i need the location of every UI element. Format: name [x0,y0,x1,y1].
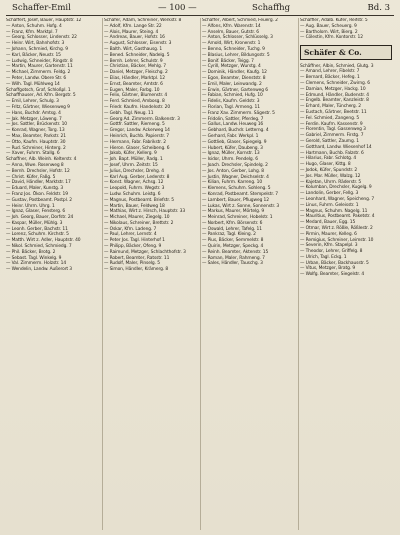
directory-entry: — Sebast. Tagl. Winkelg. 9 [6,255,62,261]
directory-entry: — Heinr. Wirt, Bahnhofstr. 3 [6,41,65,47]
directory-entry: — Edmund, Händler, Budenstr. 4 [300,92,369,98]
directory-entry: — Michael, Maurer, Ziegelg. 10 [104,215,170,221]
directory-entry: — Anselm, Bauer, Gutstr. 6 [202,29,259,35]
directory-entry: — August, Schlosser, Eisenstr. 3 [104,41,172,47]
directory-entry: — Jak. Metzger, Löweng. 7 [6,116,62,122]
directory-entry: — Julius, Drechsler, Drehg. 4 [104,168,165,174]
directory-entry: — Gabriel, Zimmerm. Firstg. 7 [300,133,364,139]
directory-entry: — Nikol. Schmied, Schmiedg. 7 [6,244,72,250]
directory-entry: — Anton, Schlosser, Schlüsselg. 3 [202,35,273,41]
directory-entry: — Phil. Bäcker, Brotg. 2 [6,249,56,255]
directory-entry: — Anna, Wwe. Rosenweg 8 [6,162,64,168]
directory-entry: — Peter Jos. Tagl. Hinterhof 1 [104,238,165,244]
directory-entry: — Fidelis, Kaufm. Geldstr. 3 [202,99,260,105]
directory-entry: — Reinh. Beamter, Aktenstr. 15 [202,249,269,255]
directory-entry: — Fridolin, Sattler, Pferdeg. 7 [202,116,264,122]
directory-entry: — Bernh. Lehrer, Schulstr. 9 [104,58,163,64]
column-1 [6,18,100,530]
directory-entry: — Ludw. Schuhm. Leistg. 6 [104,191,161,197]
directory-entry: — Roman, Maler, Rahmeng. 7 [202,255,265,261]
header-right-catchword: Schaffhg [252,3,291,13]
header-rule [6,15,394,16]
directory-entry: — Lambert, Bauer, Pflugweg 12 [202,197,269,203]
directory-entry: — Raimund, Metzger, Schlachthofstr. 3 [104,249,186,255]
directory-entry: — Eduard, Maler, Kunstg. 3 [6,186,64,192]
directory-entry: — Balth. Wirt, Gasthausg. 1 [104,46,163,52]
directory-entry: — Gebhard, Buchdr. Letterng. 4 [202,128,269,134]
directory-entry: — Justin, Wagner, Deichselstr. 4 [202,174,269,180]
directory-entry: — Franz, Kfm. Marktpl. 7 [6,29,58,35]
directory-entry: — Georg Ad. Zimmerm. Balkenstr. 3 [104,116,180,122]
directory-entry: — Ferd. Schmied, Ambosg. 8 [104,99,165,105]
directory-entry: — Florian, Tagl. Armeng. 11 [202,104,260,110]
directory-entry: — Wolfg. Beamter, Siegelstr. 4 [300,272,365,278]
directory-entry: — Amand, Lehrer, Fibelstr. 7 [300,69,360,75]
directory-entry: — Peter, Landw. Obere Str. 6 [6,75,67,81]
directory-entry: — Isidor, Uhrm. Pendelg. 6 [202,157,258,163]
column-4-top [300,18,394,41]
directory-entry: — Gustav, Postbeamt. Postpl. 2 [6,197,72,203]
directory-entry: — Kajetan, Uhrm. Räderstr. 5 [300,179,362,185]
column-3 [202,18,296,530]
header-left-catchword: Schaffer-Emil [12,3,71,13]
directory-entry: — Sales, Händler, Tauschg. 3 [202,261,263,267]
directory-entry: — David, Händler, Marktstr. 17 [6,180,71,186]
directory-entry: — Jos. Sattler, Brückenstr. 10 [6,122,67,128]
directory-entry: — Erhard, Maler, Tüncherg. 2 [300,104,361,110]
directory-entry: — Cyrill, Metzger, Wurstg. 4 [202,64,261,70]
directory-entry: — Franz Jos. Ökon. Feldstr. 19 [6,191,68,197]
directory-entry: — Simon, Händler, Krämerg. 8 [104,267,169,273]
directory-entry: — Norbert, Kfm. Börsenstr. 6 [202,220,263,226]
directory-entry: — Engelb. Beamter, Kanzleistr. 8 [300,98,369,104]
column-divider [200,18,201,530]
directory-entry: — Konrad, Postbeamt. Stempelstr. 7 [202,191,278,197]
directory-entry: — Mathias, Wirt z. Hirsch, Hauptstr. 33 [104,209,186,215]
directory-entry: — Leonhard, Wagner, Speicheng. 7 [300,196,375,202]
directory-entry: — Xaver, Fuhrm. Stallg. 6 [6,151,60,157]
directory-entry: — Heinrich, Buchb. Papierstr. 7 [104,133,169,139]
directory-entry: — Leopold, Fuhrm. Wegstr. 3 [104,186,165,192]
directory-entry: Schäfer, Adam, Schreiner, Werkstr. 8 [104,18,182,23]
directory-columns [6,18,394,530]
directory-entry: — Matth. Wirt z. Adler, Hauptstr. 40 [6,238,81,244]
directory-entry: — Severin, Kfm. Stapelpl. 3 [300,243,358,249]
directory-entry: — Hermann, Fabr. Fabrikstr. 2 [104,139,166,145]
directory-entry: — Elias, Händler, Marktpl. 12 [104,75,165,81]
directory-entry: — Lorenz, Schuhm. Kirchstr. 5 [6,232,69,238]
directory-entry: Schäffner, Albin, Schmied, Glutg. 3 [300,63,374,69]
directory-entry: — Jos. Anton, Gerber, Lohg. 8 [202,168,264,174]
directory-entry: — Nikolaus, Schreiner, Brettstr. 2 [104,220,174,226]
directory-entry: — Martin, Maurer, Gartenstr. 11 [6,64,73,70]
directory-entry: Schaffhauser, Ad. Kfm. Bergstr. 5 [6,93,76,99]
directory-entry: — Dominik, Händler, Kaufg. 12 [202,70,267,76]
directory-entry: — Christian, Bäcker, Mehlg. 7 [104,64,166,70]
directory-entry: — Meinrad, Schreiner, Hobelstr. 1 [202,215,273,221]
directory-entry: — Philipp, Bäcker, Ofeng. 9 [104,244,162,250]
directory-entry: — Arnold, Wirt, Kronenstr. 1 [202,41,261,47]
directory-entry: — Pirmin, Maurer, Kelleg. 6 [300,231,357,237]
directory-entry: — Otmar, Wirt z. Rößle, Rößlestr. 2 [300,225,373,231]
directory-entry: — Gerold, Sattler, Zaumg. 1 [300,138,359,144]
directory-entry: — Blasius, Lehrer, Bildungsstr. 5 [202,52,270,58]
directory-entry: — Ignaz, Müller, Kornstr. 13 [202,151,260,157]
directory-entry: — Hubert, Küfer, Daubeng. 3 [202,145,263,151]
directory-entry: — Adolf, Kfm. Lange Str. 22 [104,23,162,29]
directory-entry: — Landolin, Gerber, Fellg. 3 [300,191,359,197]
directory-entry: — Leonh. Gerber, Bachstr. 11 [6,226,68,232]
directory-entry: Schaffner, Alb. Weinh. Kelterstr. 4 [6,157,77,163]
column-divider [102,18,103,530]
directory-entry: — Gregor, Landw. Ackerweg 14 [104,128,170,134]
directory-entry: — Urban, Bäcker, Backhausstr. 5 [300,260,369,266]
directory-entry: — Eustach, Gärtner, Beetstr. 11 [300,109,367,115]
directory-entry: — Hieron. Glaser, Scheibeng. 6 [104,145,170,151]
directory-entry: — Benno, Schneider, Tuchg. 9 [202,46,265,52]
directory-entry: — Gallus, Landw. Heuweg 16 [202,122,264,128]
directory-entry: — Florentin, Tagl. Gassenweg 3 [300,127,366,133]
column-4 [300,18,394,530]
directory-entry: — Medard, Bauer, Egg. 15 [300,220,356,226]
directory-entry: — Josef, Uhrm. Zeitstr. 15 [104,162,158,168]
column-4-bottom [300,64,394,278]
directory-entry: — Robert, Beamter, Ratsstr. 11 [104,255,170,261]
directory-entry: — Aug. Bauer, Scheuerg. 9 [300,23,357,29]
directory-entry: — Wendelin, Landw. Außerort 3 [6,267,73,273]
directory-entry: — Karl, Bäcker, Neustr. 15 [6,52,61,58]
directory-entry: — Markus, Maurer, Mörtelg. 9 [202,209,265,215]
directory-entry: — Karl Aug. Gerber, Lederstr. 8 [104,174,170,180]
column-divider [298,18,299,530]
directory-entry: — Friedr. Kaufm. Handelsstr. 20 [104,104,171,110]
directory-entry: — Hugo, Glaser, Kittg. 8 [300,162,351,168]
page-header [0,0,400,16]
directory-entry: — Ernst, Beamter, Amtstr. 6 [104,81,163,87]
directory-entry: — Johann, Schmied, Kirchg. 9 [6,46,68,52]
directory-entry: — Gebh. Tagl. Neug. 11 [104,110,154,116]
directory-entry: — Kolumban, Drechsler, Kugelg. 9 [300,185,372,191]
directory-entry: — Mauritius, Postbeamt. Paketstr. 4 [300,214,375,220]
directory-entry: — Hilarius, Fabr. Schlotg. 4 [300,156,357,162]
directory-entry: — Bernh. Drechsler, Hofstr. 12 [6,168,70,174]
directory-entry: — Pankraz, Tagl. Kleing. 2 [202,232,256,238]
directory-entry: — Wilh. Tagl. Mühlweg 14 [6,81,60,87]
directory-entry: — Joh. Bapt. Müller, Radg. 1 [104,157,163,163]
directory-entry: — Ferdin. Kaufm. Kassenstr. 9 [300,121,363,127]
directory-entry: — Alfons, Kfm. Warenstr. 14 [202,23,261,29]
directory-entry: — Pius, Bäcker, Semmelstr. 8 [202,238,264,244]
directory-entry: — Alois, Maurer, Steing. 4 [104,29,159,35]
directory-entry: — Franz Xav. Zimmerm. Sägestr. 5 [202,110,275,116]
directory-entry: — Martin, Bauer, Feldweg 18 [104,203,165,209]
directory-entry: — Gerhard, Fabr. Werkpl. 1 [202,133,259,139]
directory-entry: — Oskar, Kfm. Ladeng. 7 [104,226,157,232]
directory-entry: — Egon, Beamter, Dienststr. 8 [202,75,266,81]
directory-entry: Schaffgotsch, Graf, Schloßpl. 1 [6,87,71,93]
directory-entry: — Hartmann, Buchb. Falzstr. 6 [300,150,364,156]
directory-entry: — Fabian, Schmied, Hufg. 10 [202,93,263,99]
directory-entry: — Gotthard, Landw. Wiesenhof 14 [300,144,372,150]
directory-entry: — Bartholom. Wirt, Bierg. 2 [300,29,358,35]
directory-entry: — Rudolf, Maler, Pinselg. 5 [104,261,160,267]
directory-entry: — Anton, Schuhm. Hofg. 4 [6,23,62,29]
directory-entry: — Hans, Buchdr. Amtsg. 4 [6,110,61,116]
directory-entry: — Cölestin, Kfm. Kontorstr. 12 [300,35,363,41]
advertisement-title: Schäfer & Co. [304,47,362,57]
directory-entry: — Paul, Lehrer, Lernstr. 4 [104,232,157,238]
directory-entry: — Konst. Wagner, Achsg. 12 [104,180,164,186]
directory-entry: — Ulrich, Tagl. Eckg. 1 [300,254,347,260]
directory-entry: — Joh. Georg, Bauer, Dorfstr. 24 [6,215,74,221]
directory-entry: — Theodor, Lehrer, Griffelg. 8 [300,249,363,255]
directory-entry: — Jakob, Küfer, Kellerg. 9 [104,151,157,157]
directory-entry: — Remigius, Schreiner, Leimstr. 10 [300,237,374,243]
directory-entry: — Eugen, Maler, Farbg. 10 [104,87,160,93]
directory-entry: — Magnus, Schuhm. Nagelg. 11 [300,208,368,214]
column-2 [104,18,198,530]
directory-entry: — Oswald, Lehrer, Tafelg. 11 [202,226,262,232]
directory-entry: — Rud. Schreiner, Hinterg. 2 [6,145,66,151]
directory-entry: — Quirin, Metzger, Speckg. 4 [202,244,264,250]
directory-entry: — Christ. Küfer, Faßg. 5 [6,174,56,180]
directory-entry: — Val. Zimmerm. Holzstr. 14 [6,261,67,267]
directory-entry: — Konrad, Wagner, Torg. 13 [6,128,65,134]
directory-entry: Schäffler, Adalb. Küfer, Reifstr. 5 [300,18,368,23]
directory-entry: — Fritz, Gärtner, Wiesenweg 9 [6,104,70,110]
directory-entry: — Clemens, Schneider, Zwirng. 6 [300,80,370,86]
directory-entry: — Bonif. Bäcker, Teigg. 7 [202,58,254,64]
directory-entry: — Vitus, Metzger, Bratg. 9 [300,266,356,272]
directory-entry: — Gottfr. Sattler, Riemeng. 5 [104,122,165,128]
directory-entry: — Emil, Lehrer, Schulg. 3 [6,99,59,105]
directory-entry: — Max, Beamter, Parkstr. 21 [6,133,66,139]
directory-entry: — Emil, Maler, Leinwandg. 2 [202,81,262,87]
directory-entry: — Lukas, Wirt z. Sonne, Sonnenstr. 3 [202,203,280,209]
directory-entry: — Jos. Mar. Müller, Walzg. 12 [300,173,361,179]
directory-entry: — Michael, Zimmerm. Feldg. 2 [6,70,71,76]
directory-entry: — Linus, Fuhrm. Geleisstr. 1 [300,202,359,208]
directory-entry: — Bened. Schneider, Nadelg. 5 [104,52,170,58]
volume-label: Bd. 3 [367,3,390,13]
directory-entry: — Ignaz, Glaser, Fensterg. 6 [6,209,66,215]
directory-entry: Schäffer, Albert, Schmied, Feuerg. 2 [202,18,278,23]
directory-entry: — Daniel, Metzger, Fleischg. 2 [104,70,168,76]
directory-entry: — Georg, Schlosser, Lindenstr. 22 [6,35,77,41]
directory-entry: — Bernard, Bäcker, Hefeg. 1 [300,75,360,81]
directory-entry: Schaffert, Josef, Bauer, Hauptstr. 12 [6,18,82,23]
directory-entry: — Kilian, Fuhrm. Karreng. 10 [202,180,263,186]
directory-entry: — Andreas, Bauer, Hofstr. 16 [104,35,165,41]
directory-entry: — Kaspar, Müller, Mühlg. 3 [6,220,63,226]
directory-entry: — Fel. Schmied, Zangeng. 5 [300,115,360,121]
directory-entry: — Ludwig, Schneider, Ringstr. 8 [6,58,73,64]
directory-entry: — Jodok, Küfer, Spundstr. 2 [300,167,358,173]
directory-entry: — Gottlieb, Glaser, Spiegelg. 9 [202,139,267,145]
directory-entry: — Heinr. Uhrm. Uhrg. 1 [6,203,55,209]
page-number: — 100 — [158,3,197,13]
directory-entry: — Magnus, Postbeamt. Briefstr. 5 [104,197,174,203]
directory-entry: — Damian, Metzger, Hackg. 10 [300,86,366,92]
directory-entry: — Felix, Gärtner, Blumenstr. 4 [104,93,168,99]
advertisement-box [300,45,392,60]
directory-entry: — Otto, Kaufm. Hauptstr. 30 [6,139,66,145]
directory-entry: — Erwin, Gärtner, Gartenweg 6 [202,87,268,93]
directory-entry: — Klemens, Schuhm. Sohleng. 5 [202,186,271,192]
directory-entry: — Joach. Drechsler, Spindelg. 2 [202,162,268,168]
